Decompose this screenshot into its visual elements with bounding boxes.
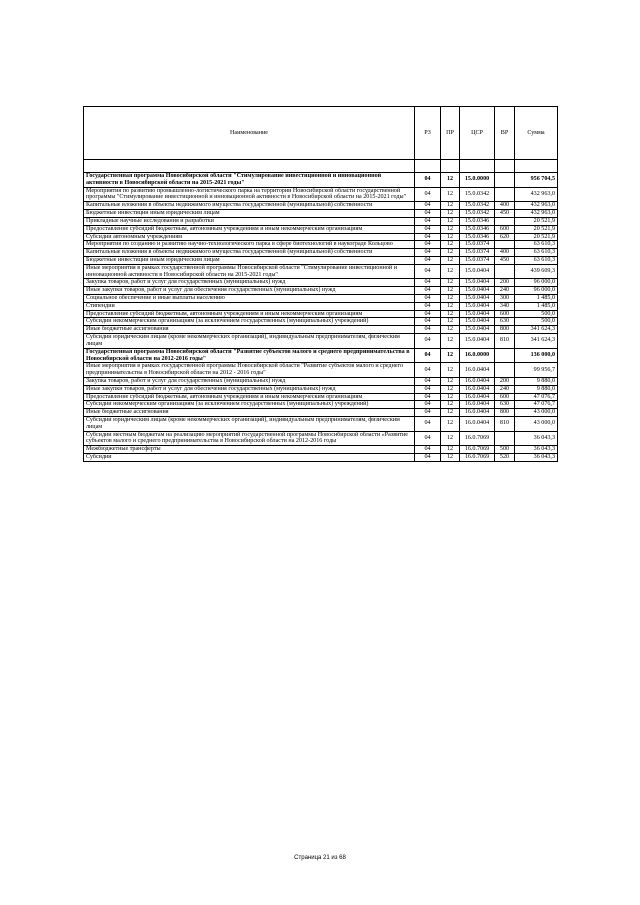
cell-rz: 04 xyxy=(415,279,441,287)
cell-name: Социальное обеспечение и иные выплаты населению xyxy=(84,295,415,303)
cell-sum: 63 610,3 xyxy=(515,256,558,264)
cell-pr: 12 xyxy=(441,334,460,349)
table-row xyxy=(84,295,558,303)
cell-sum: 432 963,0 xyxy=(515,202,558,210)
spacer-cell xyxy=(515,160,558,173)
cell-pr: 12 xyxy=(441,409,460,417)
cell-pr: 12 xyxy=(441,454,460,462)
cell-rz: 04 xyxy=(415,217,441,225)
table-row xyxy=(84,256,558,264)
cell-pr: 12 xyxy=(441,187,460,202)
cell-vr xyxy=(495,348,515,363)
header-vr: ВР xyxy=(495,107,515,160)
header-sum: Сумма xyxy=(515,107,558,160)
cell-pr: 12 xyxy=(441,310,460,318)
spacer-cell xyxy=(495,160,515,173)
cell-name: Межбюджетные трансферты xyxy=(84,446,415,454)
program-row xyxy=(84,348,558,363)
header-pr: ПР xyxy=(441,107,460,160)
cell-csr: 16.0.0404 xyxy=(460,417,495,432)
cell-pr: 12 xyxy=(441,326,460,334)
header-name: Наименование xyxy=(84,107,415,160)
cell-pr: 12 xyxy=(441,363,460,378)
header-csr: ЦСР xyxy=(460,107,495,160)
table-row xyxy=(84,326,558,334)
table-row xyxy=(84,401,558,409)
cell-rz: 04 xyxy=(415,326,441,334)
cell-pr: 12 xyxy=(441,348,460,363)
cell-vr: 200 xyxy=(495,279,515,287)
table-row xyxy=(84,217,558,225)
cell-pr: 12 xyxy=(441,233,460,241)
cell-sum: 99 956,7 xyxy=(515,363,558,378)
cell-pr: 12 xyxy=(441,217,460,225)
cell-sum: 20 521,9 xyxy=(515,225,558,233)
cell-name: Капитальные вложения в объекты недвижимого имущества государственной (муниципальной) собственности xyxy=(84,249,415,257)
cell-csr: 16.0.7069 xyxy=(460,446,495,454)
cell-sum: 341 624,3 xyxy=(515,334,558,349)
table-row xyxy=(84,287,558,295)
cell-sum: 63 610,3 xyxy=(515,241,558,249)
cell-csr: 15.0.0404 xyxy=(460,279,495,287)
table-row xyxy=(84,318,558,326)
cell-vr: 400 xyxy=(495,202,515,210)
cell-vr: 520 xyxy=(495,454,515,462)
spacer-cell xyxy=(441,160,460,173)
cell-name: Иные закупки товаров, работ и услуг для обеспечения государственных (муниципальных) нужд xyxy=(84,287,415,295)
spacer-cell xyxy=(415,160,441,173)
cell-rz: 04 xyxy=(415,348,441,363)
cell-vr xyxy=(495,363,515,378)
cell-name: Субсидии некоммерческим организациям (за исключением государственных (муниципальных) учреждений) xyxy=(84,401,415,409)
cell-csr: 16.0.0404 xyxy=(460,401,495,409)
cell-sum: 500,0 xyxy=(515,318,558,326)
cell-csr: 15.0.0404 xyxy=(460,318,495,326)
table-row xyxy=(84,310,558,318)
cell-name: Иные мероприятия в рамках государственной программы Новосибирской области "Развитие субъектов малого и среднего предпринимательства в Новосибирской области на 2012 - 2016 годы" xyxy=(84,363,415,378)
cell-name: Капитальные вложения в объекты недвижимого имущества государственной (муниципальной) собственности xyxy=(84,202,415,210)
cell-rz: 04 xyxy=(415,393,441,401)
cell-name: Иные закупки товаров, работ и услуг для обеспечения государственных (муниципальных) нужд xyxy=(84,385,415,393)
cell-name: Субсидии юридическим лицам (кроме некоммерческих организаций), индивидуальным предпринимателям, физическим лицам xyxy=(84,417,415,432)
cell-sum: 439 609,3 xyxy=(515,264,558,279)
table-row xyxy=(84,377,558,385)
cell-csr: 16.0.7069 xyxy=(460,454,495,462)
table-header-row xyxy=(84,107,558,160)
cell-vr: 200 xyxy=(495,377,515,385)
cell-pr: 12 xyxy=(441,393,460,401)
cell-name: Бюджетные инвестиции иным юридическим лицам xyxy=(84,256,415,264)
cell-csr: 15.0.0404 xyxy=(460,326,495,334)
cell-sum: 1 485,0 xyxy=(515,302,558,310)
cell-csr: 15.0.0404 xyxy=(460,310,495,318)
cell-csr: 15.0.0404 xyxy=(460,295,495,303)
cell-sum: 9 880,0 xyxy=(515,385,558,393)
table-row xyxy=(84,241,558,249)
cell-name: Иные бюджетные ассигнования xyxy=(84,326,415,334)
cell-pr: 12 xyxy=(441,241,460,249)
cell-rz: 04 xyxy=(415,377,441,385)
cell-sum: 432 963,0 xyxy=(515,187,558,202)
cell-rz: 04 xyxy=(415,431,441,446)
table-row xyxy=(84,334,558,349)
cell-vr xyxy=(495,241,515,249)
spacer-row xyxy=(84,160,558,173)
cell-name: Государственная программа Новосибирской области "Развитие субъектов малого и среднего предпринимательства в Новосибирской области на 2012-2016 годы" xyxy=(84,348,415,363)
cell-sum: 20 521,9 xyxy=(515,217,558,225)
cell-vr: 450 xyxy=(495,256,515,264)
table-row xyxy=(84,302,558,310)
cell-rz: 04 xyxy=(415,256,441,264)
cell-name: Закупка товаров, работ и услуг для государственных (муниципальных) нужд xyxy=(84,279,415,287)
cell-vr: 800 xyxy=(495,326,515,334)
cell-rz: 04 xyxy=(415,454,441,462)
cell-csr: 15.0.0404 xyxy=(460,302,495,310)
cell-vr: 630 xyxy=(495,318,515,326)
table-row xyxy=(84,279,558,287)
table-row xyxy=(84,202,558,210)
cell-pr: 12 xyxy=(441,417,460,432)
cell-name: Закупка товаров, работ и услуг для государственных (муниципальных) нужд xyxy=(84,377,415,385)
cell-pr: 12 xyxy=(441,446,460,454)
cell-vr: 620 xyxy=(495,233,515,241)
cell-rz: 04 xyxy=(415,225,441,233)
cell-name: Государственная программа Новосибирской области "Стимулирование инвестиционной и инновационной активности в Новосибирской области на 2015-2021 годы" xyxy=(84,173,415,188)
cell-sum: 500,0 xyxy=(515,310,558,318)
cell-name: Субсидии некоммерческим организациям (за исключением государственных (муниципальных) учреждений) xyxy=(84,318,415,326)
cell-name: Субсидии xyxy=(84,454,415,462)
cell-pr: 12 xyxy=(441,173,460,188)
cell-csr: 16.0.0404 xyxy=(460,393,495,401)
cell-vr: 240 xyxy=(495,385,515,393)
cell-csr: 15.0.0346 xyxy=(460,225,495,233)
cell-vr: 240 xyxy=(495,287,515,295)
cell-vr: 810 xyxy=(495,417,515,432)
cell-csr: 16.0.0404 xyxy=(460,409,495,417)
cell-csr: 16.0.0404 xyxy=(460,363,495,378)
table-row xyxy=(84,225,558,233)
cell-pr: 12 xyxy=(441,279,460,287)
table-row xyxy=(84,454,558,462)
cell-csr: 15.0.0342 xyxy=(460,210,495,218)
cell-name: Мероприятия по развитию промышленно-логистического парка на территории Новосибирской области государственной программы "Стимулирование инвестиционной и инновационной активности в Новосибирской области на 2015-2021 годы" xyxy=(84,187,415,202)
cell-rz: 04 xyxy=(415,409,441,417)
cell-pr: 12 xyxy=(441,264,460,279)
cell-name: Иные мероприятия в рамках государственной программы Новосибирской области "Стимулирование инвестиционной и инновационной активности в Новосибирской области на 2015-2021 годы" xyxy=(84,264,415,279)
cell-rz: 04 xyxy=(415,385,441,393)
program-row xyxy=(84,173,558,188)
cell-name: Субсидии местным бюджетам на реализацию мероприятий государственной программы Новосибирской области «Развитие субъектов малого и среднего предпринимательства в Новосибирской области на 2012-2016 годы xyxy=(84,431,415,446)
cell-sum: 20 521,9 xyxy=(515,233,558,241)
cell-rz: 04 xyxy=(415,417,441,432)
table-row xyxy=(84,264,558,279)
cell-sum: 43 000,0 xyxy=(515,417,558,432)
cell-rz: 04 xyxy=(415,318,441,326)
cell-rz: 04 xyxy=(415,310,441,318)
spacer-cell xyxy=(460,160,495,173)
cell-pr: 12 xyxy=(441,210,460,218)
cell-rz: 04 xyxy=(415,210,441,218)
cell-sum: 96 000,0 xyxy=(515,287,558,295)
cell-csr: 15.0.0404 xyxy=(460,287,495,295)
cell-name: Иные бюджетные ассигнования xyxy=(84,409,415,417)
cell-sum: 1 485,0 xyxy=(515,295,558,303)
cell-csr: 15.0.0346 xyxy=(460,233,495,241)
cell-pr: 12 xyxy=(441,256,460,264)
table-row xyxy=(84,446,558,454)
cell-pr: 12 xyxy=(441,318,460,326)
cell-sum: 63 610,3 xyxy=(515,249,558,257)
cell-pr: 12 xyxy=(441,401,460,409)
cell-csr: 15.0.0374 xyxy=(460,256,495,264)
cell-vr xyxy=(495,264,515,279)
cell-pr: 12 xyxy=(441,431,460,446)
cell-pr: 12 xyxy=(441,295,460,303)
cell-name: Прикладные научные исследования и разработки xyxy=(84,217,415,225)
table-row xyxy=(84,409,558,417)
cell-pr: 12 xyxy=(441,377,460,385)
cell-vr: 810 xyxy=(495,334,515,349)
table-row xyxy=(84,431,558,446)
cell-sum: 36 043,3 xyxy=(515,431,558,446)
cell-name: Субсидии автономным учреждениям xyxy=(84,233,415,241)
cell-name: Предоставление субсидий бюджетным, автономным учреждениям и иным некоммерческим организациям xyxy=(84,225,415,233)
cell-rz: 04 xyxy=(415,187,441,202)
cell-vr: 600 xyxy=(495,310,515,318)
cell-sum: 47 076,7 xyxy=(515,393,558,401)
cell-sum: 36 043,3 xyxy=(515,446,558,454)
cell-sum: 432 963,0 xyxy=(515,210,558,218)
cell-pr: 12 xyxy=(441,302,460,310)
cell-csr: 15.0.0342 xyxy=(460,187,495,202)
cell-rz: 04 xyxy=(415,334,441,349)
table-body xyxy=(84,160,558,462)
cell-csr: 16.0.7069 xyxy=(460,431,495,446)
cell-name: Бюджетные инвестиции иным юридическим лицам xyxy=(84,210,415,218)
cell-vr: 600 xyxy=(495,393,515,401)
cell-rz: 04 xyxy=(415,264,441,279)
cell-rz: 04 xyxy=(415,363,441,378)
cell-vr: 630 xyxy=(495,401,515,409)
cell-csr: 15.0.0346 xyxy=(460,217,495,225)
cell-name: Предоставление субсидий бюджетным, автономным учреждениям и иным некоммерческим организациям xyxy=(84,310,415,318)
cell-rz: 04 xyxy=(415,446,441,454)
cell-rz: 04 xyxy=(415,173,441,188)
table-row xyxy=(84,393,558,401)
cell-sum: 43 000,0 xyxy=(515,409,558,417)
cell-sum: 96 000,0 xyxy=(515,279,558,287)
cell-name: Предоставление субсидий бюджетным, автономным учреждениям и иным некоммерческим организациям xyxy=(84,393,415,401)
cell-sum: 341 624,3 xyxy=(515,326,558,334)
cell-vr xyxy=(495,431,515,446)
cell-csr: 15.0.0404 xyxy=(460,334,495,349)
cell-vr xyxy=(495,173,515,188)
budget-table xyxy=(83,106,558,462)
table-row xyxy=(84,187,558,202)
cell-csr: 15.0.0374 xyxy=(460,241,495,249)
table-row xyxy=(84,385,558,393)
cell-csr: 15.0.0404 xyxy=(460,264,495,279)
cell-vr: 500 xyxy=(495,446,515,454)
cell-csr: 15.0.0342 xyxy=(460,202,495,210)
table-row xyxy=(84,363,558,378)
cell-sum: 47 076,7 xyxy=(515,401,558,409)
cell-name: Стипендии xyxy=(84,302,415,310)
table-row xyxy=(84,417,558,432)
cell-vr: 400 xyxy=(495,249,515,257)
cell-vr: 340 xyxy=(495,302,515,310)
cell-pr: 12 xyxy=(441,287,460,295)
header-rz: РЗ xyxy=(415,107,441,160)
spacer-cell xyxy=(84,160,415,173)
cell-rz: 04 xyxy=(415,249,441,257)
cell-pr: 12 xyxy=(441,385,460,393)
cell-csr: 16.0.0404 xyxy=(460,377,495,385)
cell-rz: 04 xyxy=(415,287,441,295)
table-row xyxy=(84,233,558,241)
cell-vr: 300 xyxy=(495,295,515,303)
cell-sum: 136 000,0 xyxy=(515,348,558,363)
cell-vr xyxy=(495,217,515,225)
cell-rz: 04 xyxy=(415,302,441,310)
cell-pr: 12 xyxy=(441,202,460,210)
cell-csr: 16.0.0000 xyxy=(460,348,495,363)
cell-pr: 12 xyxy=(441,249,460,257)
cell-rz: 04 xyxy=(415,202,441,210)
page-number: Страница 21 из 68 xyxy=(294,855,346,861)
cell-rz: 04 xyxy=(415,401,441,409)
cell-vr: 800 xyxy=(495,409,515,417)
cell-csr: 16.0.0404 xyxy=(460,385,495,393)
cell-vr xyxy=(495,187,515,202)
cell-name: Мероприятия по созданию и развитию научно-технологического парка в сфере биотехнологий в наукограде Кольцово xyxy=(84,241,415,249)
cell-csr: 15.0.0374 xyxy=(460,249,495,257)
cell-sum: 956 704,5 xyxy=(515,173,558,188)
cell-sum: 36 043,3 xyxy=(515,454,558,462)
cell-sum: 9 880,0 xyxy=(515,377,558,385)
cell-rz: 04 xyxy=(415,295,441,303)
table-row xyxy=(84,249,558,257)
cell-rz: 04 xyxy=(415,233,441,241)
cell-name: Субсидии юридическим лицам (кроме некоммерческих организаций), индивидуальным предпринимателям, физическим лицам xyxy=(84,334,415,349)
cell-pr: 12 xyxy=(441,225,460,233)
cell-vr: 600 xyxy=(495,225,515,233)
cell-rz: 04 xyxy=(415,241,441,249)
cell-csr: 15.0.0000 xyxy=(460,173,495,188)
cell-vr: 450 xyxy=(495,210,515,218)
table-row xyxy=(84,210,558,218)
